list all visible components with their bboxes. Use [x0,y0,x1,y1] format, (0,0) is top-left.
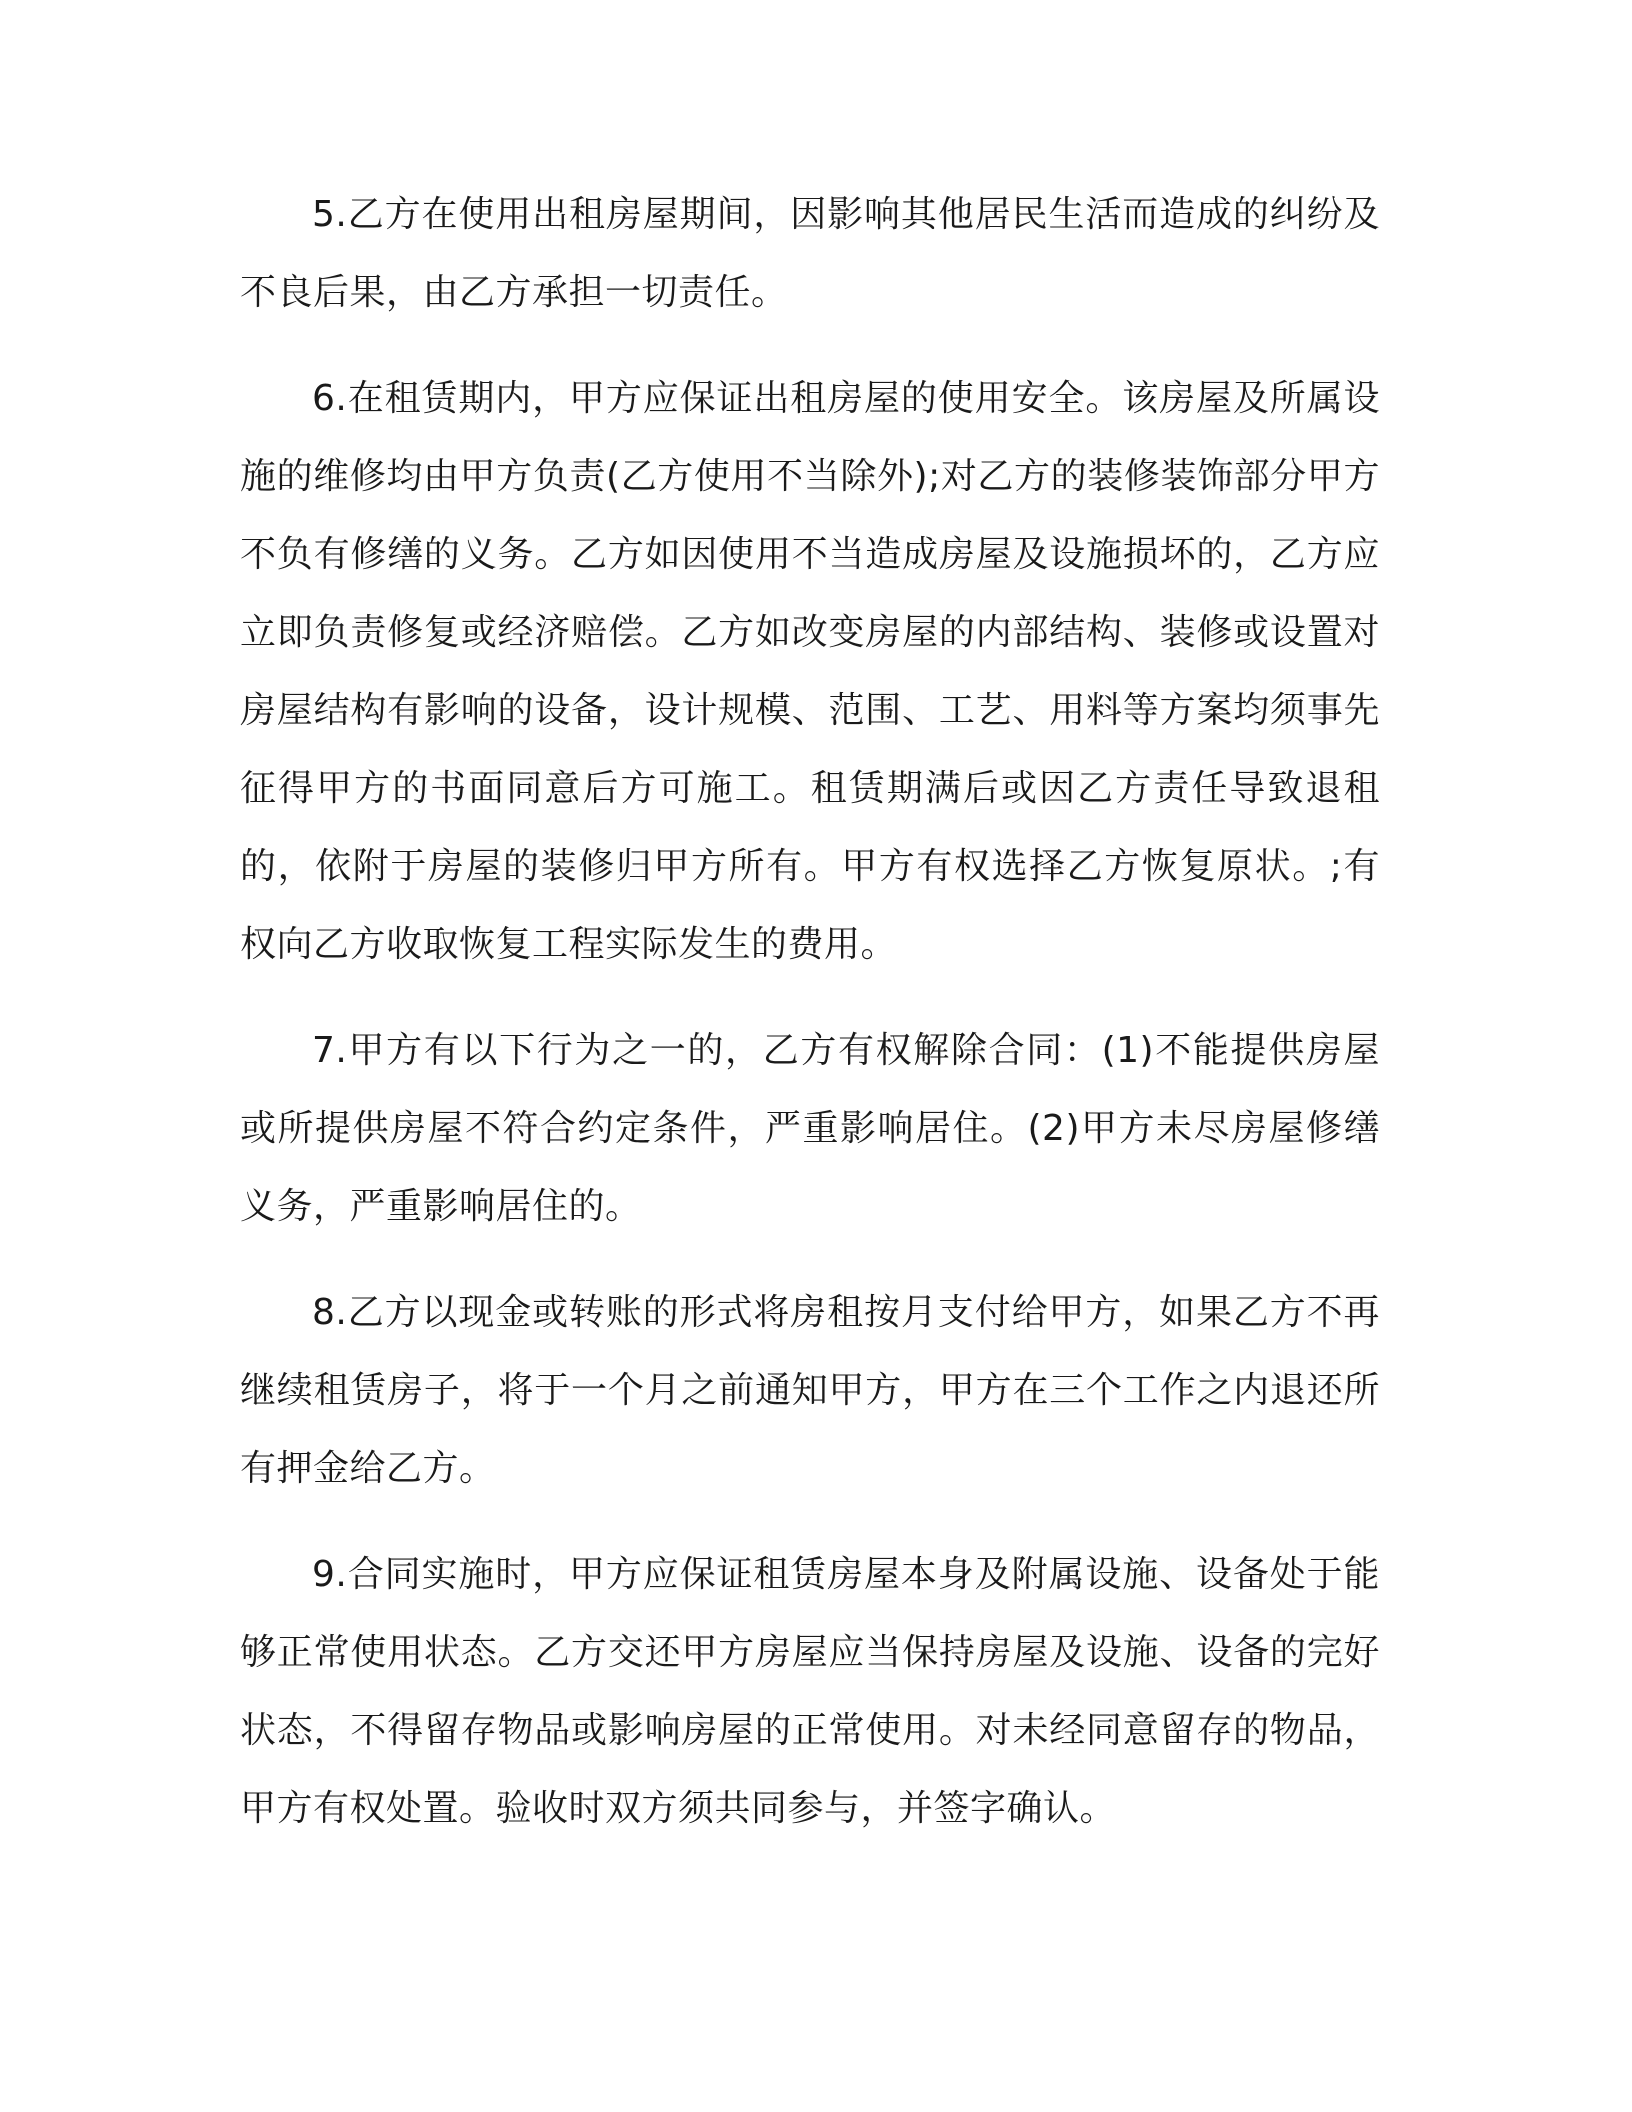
clause-5: 5.乙方在使用出租房屋期间，因影响其他居民生活而造成的纠纷及不良后果，由乙方承担一切责任。 [240,194,1380,313]
clause-7: 7.甲方有以下行为之一的，乙方有权解除合同：(1)不能提供房屋或所提供房屋不符合约定条件，严重影响居住。(2)甲方未尽房屋修缮义务，严重影响居住的。 [240,1030,1380,1227]
clause-8: 8.乙方以现金或转账的形式将房租按月支付给甲方，如果乙方不再继续租赁房子，将于一个月之前通知甲方，甲方在三个工作之内退还所有押金给乙方。 [240,1292,1380,1489]
clause-9: 9.合同实施时，甲方应保证租赁房屋本身及附属设施、设备处于能够正常使用状态。乙方交还甲方房屋应当保持房屋及设施、设备的完好状态，不得留存物品或影响房屋的正常使用。对未经同意留存的物品，甲方有权处置。验收时双方须共同参与，并签字确认。 [240,1554,1380,1829]
clause-6: 6.在租赁期内，甲方应保证出租房屋的使用安全。该房屋及所属设施的维修均由甲方负责(乙方使用不当除外);对乙方的装修装饰部分甲方不负有修缮的义务。乙方如因使用不当造成房屋及设施损坏的，乙方应立即负责修复或经济赔偿。乙方如改变房屋的内部结构、装修或设置对房屋结构有影响的设备，设计规模、范围、工艺、用料等方案均须事先征得甲方的书面同意后方可施工。租赁期满后或因乙方责任导致退租的，依附于房屋的装修归甲方所有。甲方有权选择乙方恢复原状。;有权向乙方收取恢复工程实际发生的费用。 [240,378,1380,965]
contract-body [240,176,1380,1876]
